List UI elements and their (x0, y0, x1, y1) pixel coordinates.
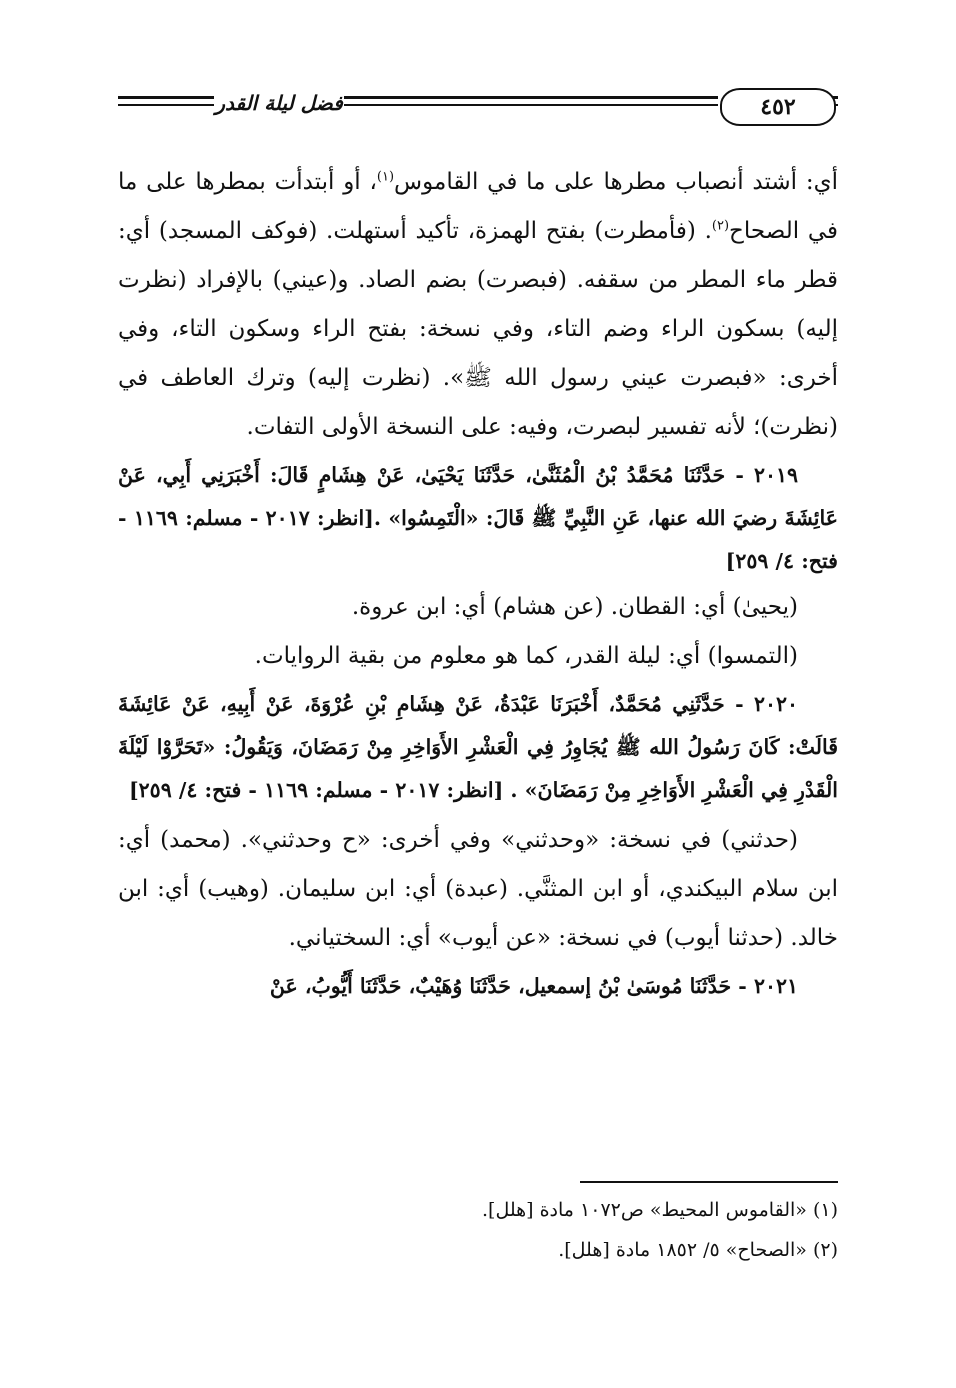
footnote-separator (580, 1181, 838, 1183)
commentary-paragraph: (حدثني) في نسخة: «وحدثني» وفي أخرى: «ح وحدثني». (محمد) أي: ابن سلام البيكندي، أو ابن المثنَّي. (عبدة) أي: ابن سليمان. (وهيب) أي: ابن خالد. (حدثنا أيوب) في نسخة: «عن أيوب» أي: السختياني. (118, 827, 838, 951)
commentary-paragraph: (التمسوا) أي: ليلة القدر، كما هو معلوم من بقية الروايات. (254, 643, 798, 669)
commentary-text: . (فأمطرت) بفتح الهمزة، تأكيد أستهلت. (فوكف المسجد) أي: قطر ماء المطر من سقفه. (فبصرت) بضم الصاد. و(عيني) بالإفراد (نظرت إليه) بسكون الراء وضم التاء، وفي نسخة: بفتح الراء وسكون التاء، وفي أخرى: «فبصرت عيني رسول الله ﷺ». (نظرت إليه) وترك العاطف في (نظرت)؛ لأنه تفسير لبصرت، وفيه: على النسخة الأولى التفات. (118, 218, 839, 440)
footnote-1: (١) «القاموس المحيط» ص١٠٧٢ مادة [هلل]. (482, 1199, 838, 1221)
footnote-ref-1: (١) (376, 169, 395, 185)
header-rule-middle-top (344, 96, 718, 99)
header-rule-left-bottom (118, 104, 214, 106)
hadith-2021: ٢٠٢١ - حَدَّثَنَا مُوسَىٰ بْنُ إسمعيل، حَدَّثَنَا وُهَيْبٌ، حَدَّثَنَا أَيُّوبُ، عَنْ (269, 974, 798, 998)
running-title: فضل ليلة القدر (215, 91, 343, 115)
footnote-2: (٢) «الصحاح» ٥/ ١٨٥٢ مادة [هلل]. (558, 1239, 838, 1261)
hadith-2020: ٢٠٢٠ - حَدَّثَنِي مُحَمَّدٌ، أَخْبَرَنَا عَبْدَةُ، عَنْ هِشَامِ بْنِ عُرْوَةَ، عَنْ أَبِيهِ، عَنْ عَائِشَةَ قَالَتْ: كَانَ رَسُولُ الله ﷺ يُجَاوِرُ فِي الْعَشْرِ الأَوَاخِرِ مِنْ رَمَضَانَ، وَيَقُولُ: «تَحَرَّوْا لَيْلَةَ الْقَدْرِ فِي الْعَشْرِ الأَوَاخِرِ مِنْ رَمَضَانَ» . [انظر: ٢٠١٧ - مسلم: ١١٦٩ - فتح: ٤/ ٢٥٩] (118, 692, 838, 802)
page-header (118, 84, 838, 128)
header-rule-middle-bottom (344, 104, 718, 106)
header-rule-left-top (118, 96, 214, 99)
footnote-ref-2: (٢) (711, 218, 730, 234)
main-text (118, 158, 838, 1008)
commentary-text: أي: أشتد أنصباب مطرها على ما في القاموس (394, 169, 838, 195)
commentary-paragraph (118, 158, 838, 452)
commentary-paragraph: (يحيىٰ) أي: القطان. (عن هشام) أي: ابن عروة. (351, 594, 798, 620)
page-number: ٤٥٢ (720, 88, 836, 126)
footnotes (118, 1190, 838, 1270)
commentary-text: ، أو أبتدأت بمطرها على ما في الصحاح (118, 169, 838, 244)
hadith-2019: ٢٠١٩ - حَدَّثَنَا مُحَمَّدُ بْنُ الْمُثَنَّىٰ، حَدَّثَنَا يَحْيَىٰ، عَنْ هِشَامٍ قَالَ: أَخْبَرَنِي أَبِي، عَنْ عَائِشَةَ رضيَ الله عنها، عَنِ النَّبِيِّ ﷺ قَالَ: «الْتَمِسُوا» .[انظر: ٢٠١٧ - مسلم: ١١٦٩ - فتح: ٤/ ٢٥٩] (118, 463, 838, 573)
